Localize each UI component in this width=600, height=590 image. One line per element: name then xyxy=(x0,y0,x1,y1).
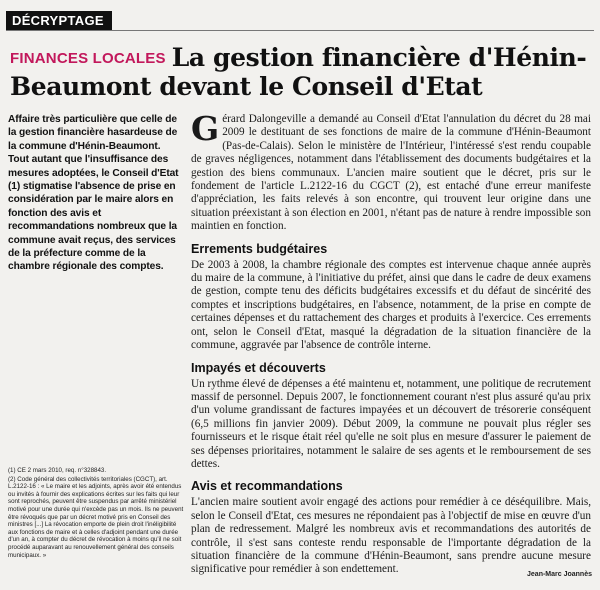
section-text-budget: De 2003 à 2008, la chambre régionale des comptes est intervenue chaque année auprès du maire de la commune, à l'initiative du préfet, ainsi que dans le cadre de deux examens de gestion, compte tenu des déficits budgétaires excessifs et du défaut de sincérité des comptes et inscriptions budgétaires, en l'absence, notamment, de la prise en compte de certaines dépenses et du rattachement des charges et produits à l'exercice. Ces errements ont, selon le Conseil d'Etat, masqué la dégradation de la situation financière de la commune, aggravée par l'absence de contrôle interne. xyxy=(191,258,591,352)
section-heading-budget: Errements budgétaires xyxy=(191,241,328,256)
intro-text: érard Dalongeville a demandé au Conseil d'Etat l'annulation du décret du 28 mai 2009 le destituant de ses fonctions de maire de la commune d'Hénin-Beaumont (Pas-de-Calais). Selon le ministère de l'Intérieur, l'intéressé s'est rendu coupable de graves négligences, notamment dans l'établissement des documents budgétaires et la gestion des biens communaux. L'ancien maire soutient que le décret, pris sur le fondement de l'article L.2122-16 du CGCT (2), est entaché d'une erreur manifeste d'appréciation, les faits relevés à son encontre, qui trouvent leur origine dans une situation préexistant à son élection en 2001, n'étant pas de nature à rendre impossible son maintien en fonction. xyxy=(191,113,591,233)
section-heading-unpaid: Impayés et découverts xyxy=(191,360,326,375)
headline-title: La gestion financière d'Hénin-Beaumont devant le Conseil d'Etat xyxy=(10,43,587,101)
section-text-unpaid: Un rythme élevé de dépenses a été maintenu et, notamment, une politique de recrutement massif de personnel. Depuis 2007, le fonctionnement courant n'est plus assuré qu'au prix d'un volume grandissant de factures impayées et un découvert de trésorerie conséquent (6,5 millions fin janvier 2009). Début 2009, la commune ne pouvait plus régler ses fournisseurs et le risque était réel qu'elle ne soit plus en mesure d'assurer le paiement de ses dépenses prioritaires, notamment le salaire de ses agents et le remboursement de ses dettes. xyxy=(191,377,591,470)
footnote-1: (1) CE 2 mars 2010, req. n°328843. xyxy=(8,467,107,474)
footnotes xyxy=(8,467,184,560)
author-signature: Jean-Marc Joannès xyxy=(527,571,592,578)
section-rubric: DÉCRYPTAGE xyxy=(6,11,112,30)
drop-cap: G xyxy=(191,109,220,148)
intro-paragraph xyxy=(191,109,591,234)
footnote-2: (2) Code général des collectivités territoriales (CGCT), art. L.2122-16 : « Le maire et les adjoints, après avoir été entendus ou invités à fournir des explications écrites sur les faits qui leur sont reprochés, peuvent être suspendus par arrêté ministériel motivé pour une durée qui n'excède pas un mois. Ils ne peuvent être révoqués que par un décret motivé pris en Conseil des ministres [...] La révocation emporte de plein droit l'inéligibilité aux fonctions de maire et à celles d'adjoint pendant une durée d'un an, à compter du décret de révocation à moins qu'il ne soit procédé auparavant au renouvellement général des conseils municipaux. » xyxy=(8,475,184,559)
article-headline xyxy=(10,44,595,101)
rubric-divider xyxy=(6,30,594,31)
headline-kicker: FINANCES LOCALES xyxy=(10,50,166,67)
article-body xyxy=(191,109,591,580)
article-lede: Affaire très particulière que celle de la gestion financière hasardeuse de la commune d'Hénin-Beaumont. Tout autant que l'insuffisance des mesures adoptées, le Conseil d'Etat (1) stigmatise l'absence de prise en considération par le maire alors en fonction des avis et recommandations nombreux que la commune avait reçus, des services de la préfecture comme de la chambre régionale des comptes. xyxy=(8,114,179,273)
section-text-advice: L'ancien maire soutient avoir engagé des actions pour remédier à ce déséquilibre. Mais, selon le Conseil d'Etat, ces mesures ne répondaient pas à l'objectif de mise en œuvre d'un plan de redressement. Malgré les nombreux avis et recommandations des autorités de contrôle, il s'est sans conteste rendu responsable de l'importante dégradation de la situation financière de la commune d'Hénin-Beaumont, sans prendre aucune mesure significative pour remédier à son endettement. xyxy=(191,496,591,576)
section-heading-advice: Avis et recommandations xyxy=(191,479,343,494)
